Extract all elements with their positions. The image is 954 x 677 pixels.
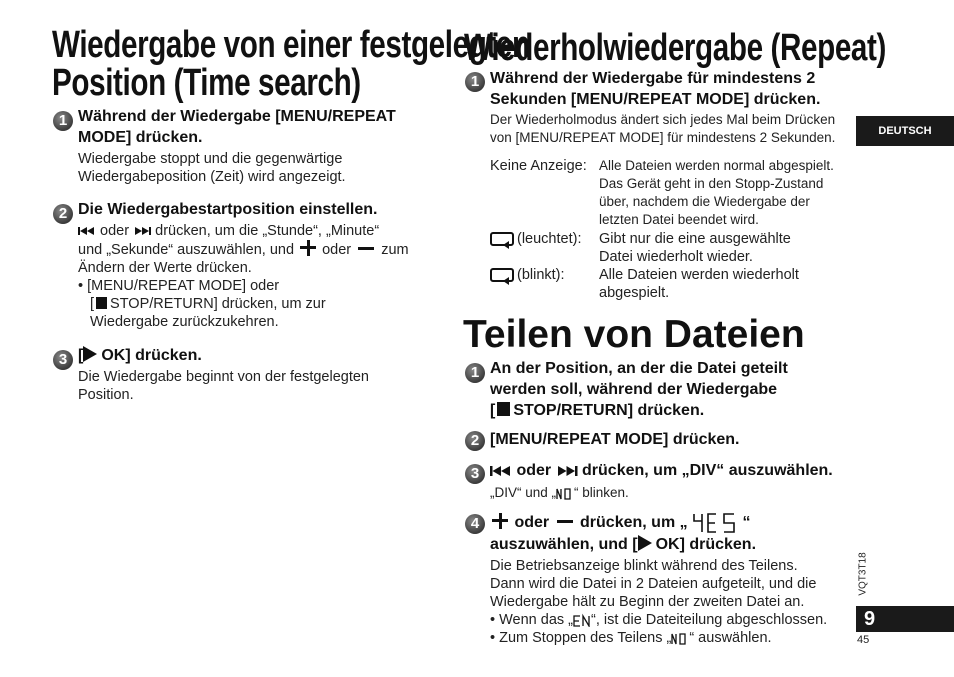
- step1-heading-line1: Während der Wiedergabe [MENU/REPEAT: [78, 108, 396, 125]
- title-repeat: Wiederholwiedergabe (Repeat): [464, 27, 886, 69]
- repeat-blink-label-text: (blinkt):: [517, 267, 565, 283]
- split-step1-line3-rest: STOP/RETURN] drücken.: [513, 402, 705, 419]
- split-step2-heading: [MENU/REPEAT MODE] drücken.: [490, 431, 740, 448]
- split-step1-line2: werden soll, während der Wiedergabe: [490, 381, 778, 398]
- split-step-number-2: 2: [465, 431, 485, 451]
- doc-code-text: VQT3T18: [857, 552, 869, 596]
- plus-icon: [300, 240, 316, 256]
- page-number-box: [856, 606, 954, 632]
- repeat-lit-desc: [599, 230, 791, 266]
- title-time-search-line1: Wiedergabe von einer festgelegten: [52, 24, 530, 66]
- play-icon-split: [638, 535, 652, 551]
- step1-body-line2: Wiedergabeposition (Zeit) wird angezeigt.: [78, 169, 346, 185]
- repeat-none-line2: Das Gerät geht in den Stopp-Zustand: [599, 176, 824, 191]
- step3-heading-rest: OK] drücken.: [101, 347, 202, 364]
- step2-body-line3: Ändern der Werte drücken.: [78, 260, 252, 276]
- split-step4-line1: [490, 512, 756, 534]
- split-step4-body: [490, 557, 827, 647]
- plus-icon-split: [492, 513, 508, 529]
- split-bullet2: [490, 629, 827, 647]
- repeat-none-line4: letzten Datei beendet wird.: [599, 212, 759, 227]
- stop-icon: [96, 297, 107, 309]
- title-split-files: Teilen von Dateien: [463, 313, 805, 356]
- split-step3-body-a: „DIV“ und „: [490, 485, 557, 500]
- step2-line2-a: und „Sekunde“ auszuwählen, und: [78, 242, 295, 258]
- step1-heading: [78, 106, 396, 148]
- title-time-search-line2: Position (Time search): [52, 62, 361, 104]
- repeat-blink-desc: [599, 266, 799, 302]
- repeat-lit-line1: Gibt nur die eine ausgewählte: [599, 231, 791, 247]
- repeat-step1-body-line2: von [MENU/REPEAT MODE] für mindestens 2 Sekunden.: [490, 130, 836, 145]
- step2-line2-or: oder: [322, 242, 352, 258]
- no-segment-icon-2: [671, 631, 689, 645]
- repeat-lit-line2: Datei wiederholt wieder.: [599, 249, 753, 265]
- minus-icon: [358, 247, 374, 250]
- split-step4-body-line2: Dann wird die Datei in 2 Dateien aufgeteilt, und die: [490, 576, 817, 592]
- skip-back-icon-split: [490, 465, 512, 477]
- split-step-number-3: 3: [465, 464, 485, 484]
- repeat-step1-body: [490, 111, 835, 147]
- repeat-step1-body-line1: Der Wiederholmodus ändert sich jedes Mal beim Drücken: [490, 112, 836, 127]
- step-number-1: 1: [53, 111, 73, 131]
- split-step-number-4: 4: [465, 514, 485, 534]
- step2-bullet-line3: Wiedergabe zurückzukehren.: [90, 314, 279, 330]
- split-step3-body: [490, 484, 629, 502]
- split-step1-bracket: [: [490, 402, 496, 419]
- split-step4-line1-b: drücken, um „: [580, 514, 688, 532]
- step2-bullet-line2: [78, 295, 409, 313]
- step2-heading: Die Wiedergabestartposition einstellen.: [78, 201, 378, 218]
- split-step-number-1: 1: [465, 363, 485, 383]
- repeat-blink-line2: abgespielt.: [599, 285, 670, 301]
- repeat-none-label: Keine Anzeige:: [490, 158, 587, 174]
- split-step4-line1-c: “: [742, 514, 751, 532]
- yes-segment-icon: [692, 512, 738, 534]
- split-step4-body-line3: Wiedergabe hält zu Beginn der zweiten Datei an.: [490, 594, 805, 610]
- repeat-step-number-1: 1: [465, 72, 485, 92]
- page-number: 9: [864, 608, 876, 630]
- step2-body-line2: [78, 240, 409, 259]
- stop-icon-split: [497, 402, 510, 416]
- split-step1-line3: [490, 400, 788, 421]
- step2-body-line1: [78, 222, 409, 240]
- step2-line2-c: zum: [381, 242, 409, 258]
- step3-body-line2: Position.: [78, 387, 134, 403]
- step3-body-line1: Die Wiedergabe beginnt von der festgelegten: [78, 369, 369, 385]
- step1-body-line1: Wiedergabe stoppt und die gegenwärtige: [78, 151, 343, 167]
- sheet-number: 45: [857, 634, 870, 646]
- step-number-3: 3: [53, 350, 73, 370]
- step3-heading: [78, 345, 202, 366]
- repeat-all-icon: [490, 268, 514, 282]
- split-step4-line2: [490, 534, 756, 555]
- doc-code: [856, 548, 870, 600]
- repeat-lit-label-text: (leuchtet):: [517, 231, 582, 247]
- split-bullet1-a: • Wenn das „: [490, 612, 573, 628]
- skip-forward-icon: [133, 226, 151, 236]
- step-number-2: 2: [53, 204, 73, 224]
- step3-bracket: [: [78, 347, 84, 364]
- step2-bullet-line1: • [MENU/REPEAT MODE] oder: [78, 278, 280, 294]
- step2-or-1: oder: [100, 223, 130, 239]
- split-bullet1-b: “, ist die Dateiteilung abgeschlossen.: [591, 612, 828, 628]
- repeat-none-line1: Alle Dateien werden normal abgespielt.: [599, 158, 834, 173]
- repeat-none-line3: über, nachdem die Wiedergabe der: [599, 194, 810, 209]
- split-step4-heading: [490, 512, 756, 555]
- split-step1-heading: [490, 358, 788, 421]
- no-segment-icon: [556, 486, 574, 500]
- step2-bullet-line2-rest: STOP/RETURN] drücken, um zur: [110, 296, 326, 312]
- repeat-step1-heading: [490, 68, 820, 110]
- repeat-step1-heading-line2: Sekunden [MENU/REPEAT MODE] drücken.: [490, 91, 821, 108]
- split-bullet1: [490, 611, 827, 629]
- split-step4-line2-a: auszuwählen, und [: [490, 536, 638, 553]
- step1-heading-line2: MODE] drücken.: [78, 129, 203, 146]
- split-step3-or: oder: [516, 462, 552, 479]
- step2-body: [78, 222, 409, 331]
- split-step4-body-line1: Die Betriebsanzeige blinkt während des Teilens.: [490, 558, 798, 574]
- split-step3-body-b: “ blinken.: [574, 485, 629, 500]
- step3-body: [78, 368, 369, 404]
- repeat-blink-line1: Alle Dateien werden wiederholt: [599, 267, 799, 283]
- skip-back-icon: [78, 226, 96, 236]
- repeat-none-desc: [599, 157, 834, 229]
- step2-line1-rest: drücken, um die „Stunde“, „Minute“: [155, 223, 380, 239]
- repeat-blink-label: [490, 266, 565, 284]
- repeat-lit-label: [490, 230, 581, 248]
- repeat-one-icon: [490, 232, 514, 246]
- play-icon: [83, 346, 97, 362]
- split-bullet2-b: “ auswählen.: [689, 630, 772, 646]
- language-tab: DEUTSCH: [856, 116, 954, 146]
- repeat-step1-heading-line1: Während der Wiedergabe für mindestens 2: [490, 70, 816, 87]
- end-segment-icon: [573, 613, 591, 627]
- split-step1-line1: An der Position, an der die Datei geteilt: [490, 360, 788, 377]
- step1-body: [78, 150, 346, 186]
- split-step4-line2-b: OK] drücken.: [655, 536, 757, 553]
- split-bullet2-a: • Zum Stoppen des Teilens „: [490, 630, 672, 646]
- minus-icon-split: [557, 520, 573, 523]
- step2-bullet-bracket: [: [90, 296, 95, 312]
- skip-forward-icon-split: [556, 465, 578, 477]
- split-step4-or: oder: [514, 514, 550, 532]
- split-step3-heading-rest: drücken, um „DIV“ auszuwählen.: [582, 462, 833, 479]
- split-step3-heading: [490, 460, 833, 481]
